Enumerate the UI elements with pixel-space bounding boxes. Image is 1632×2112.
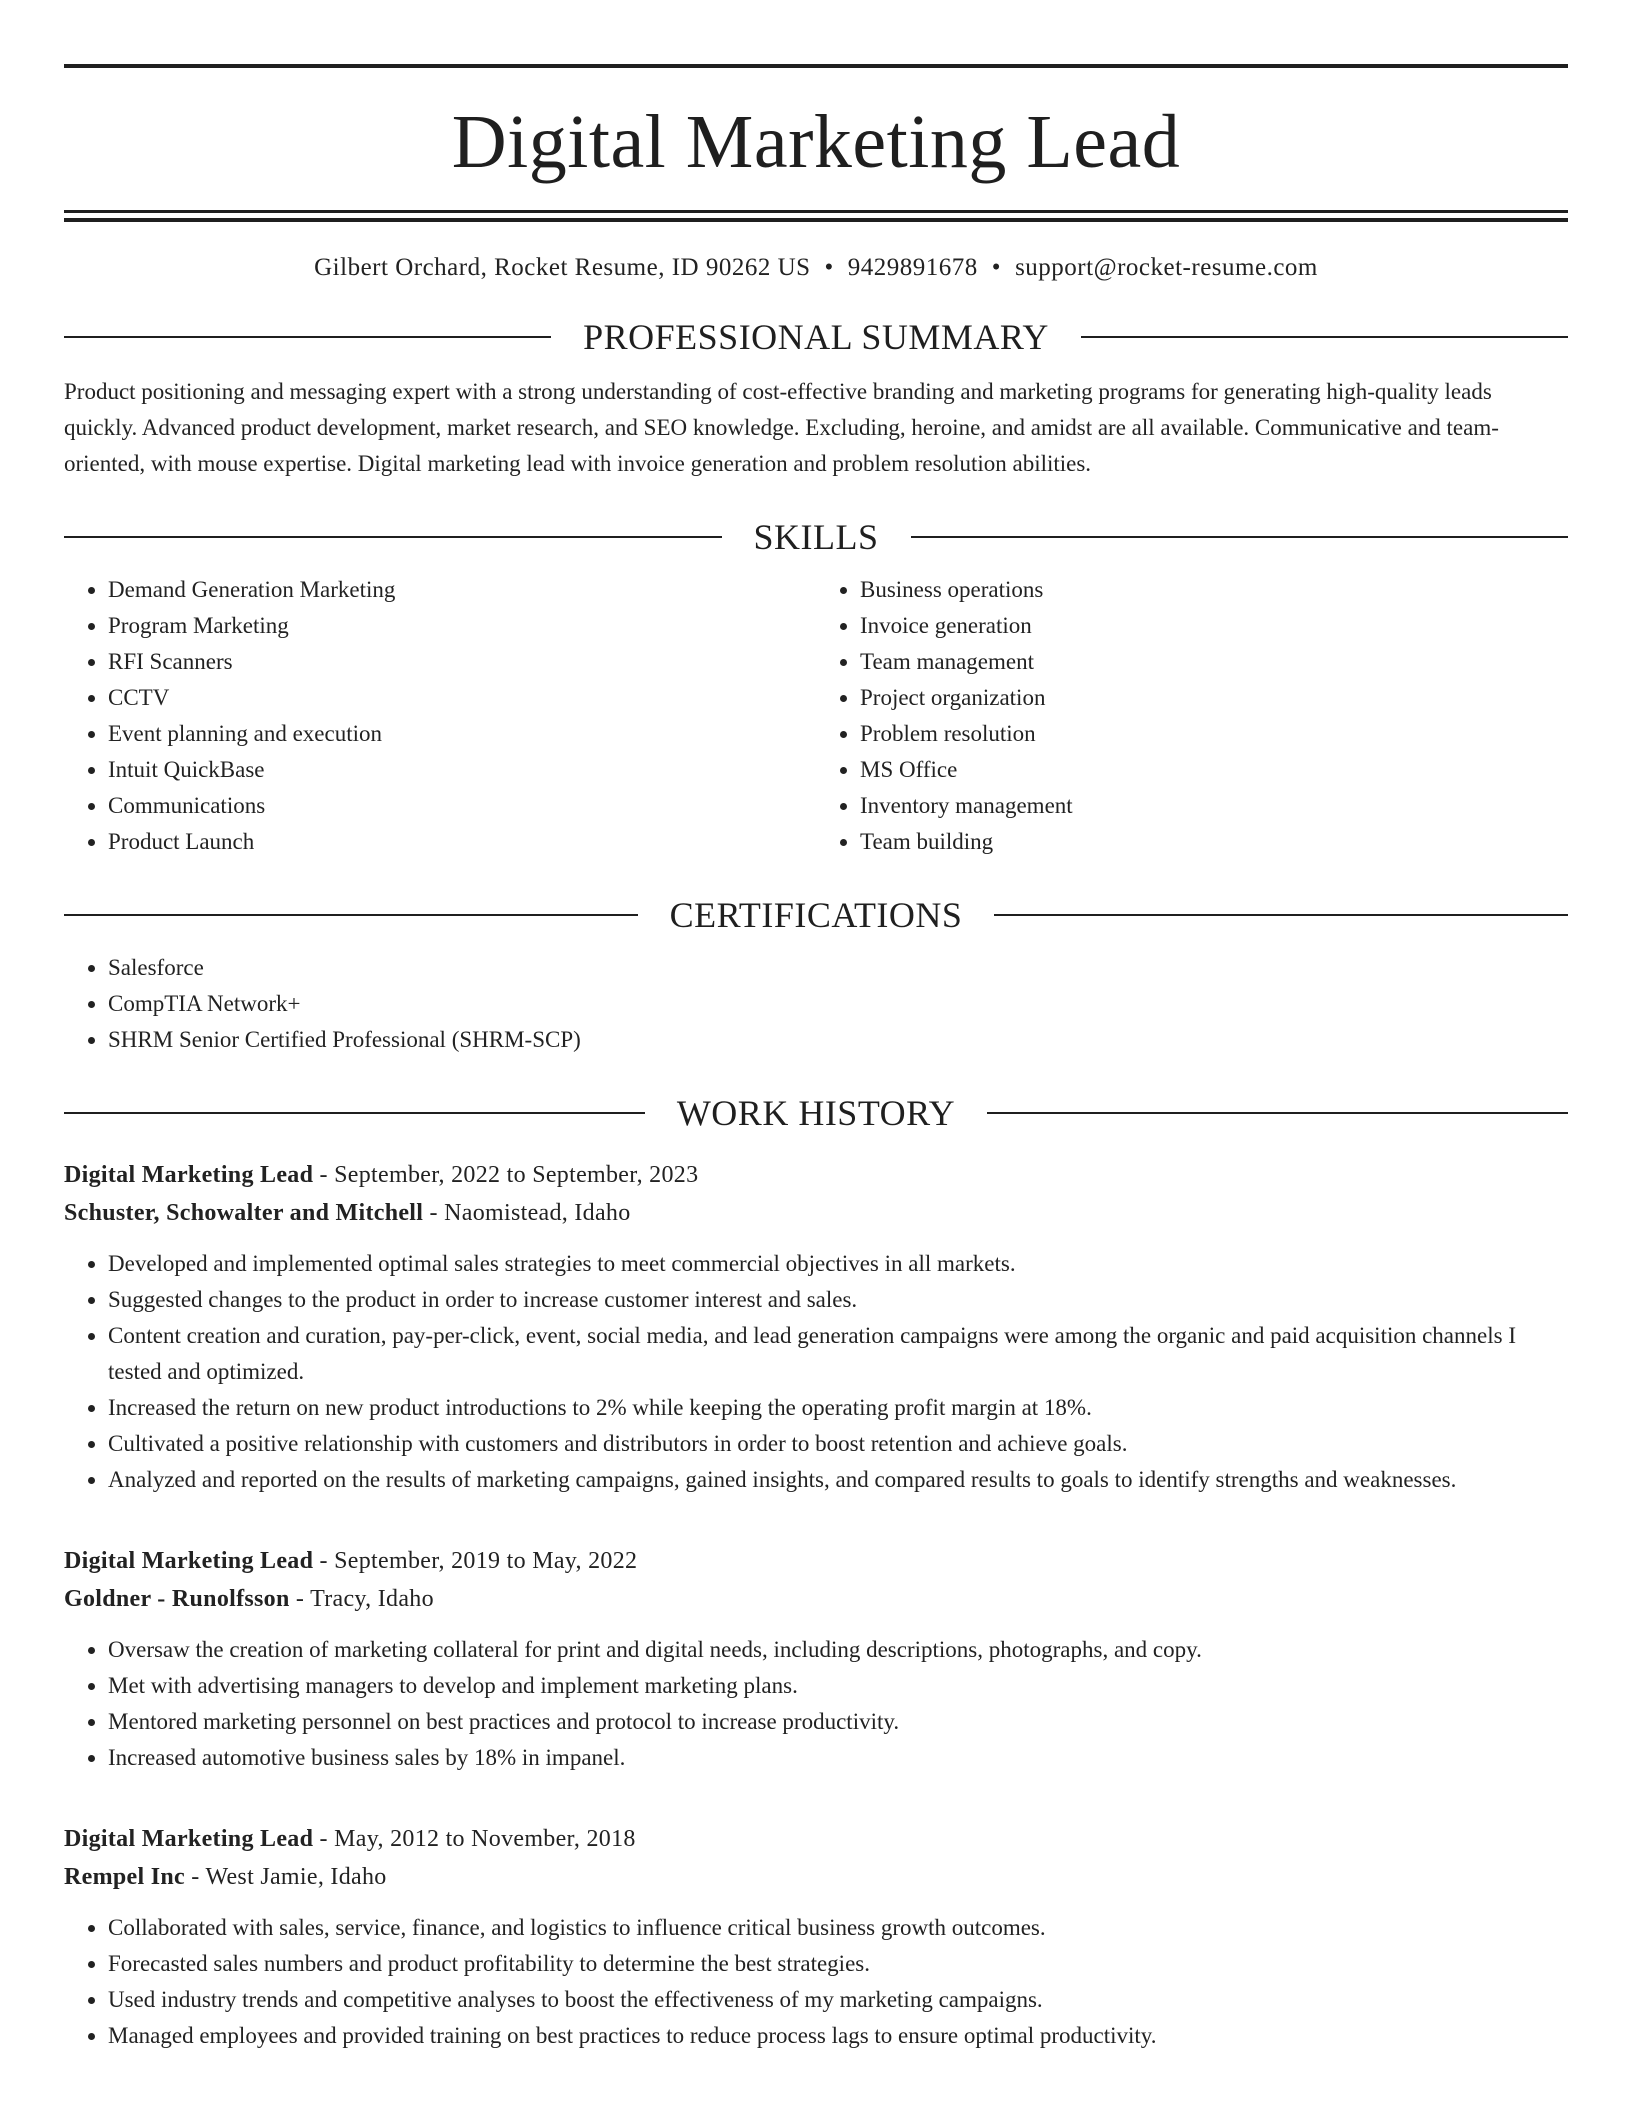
job-company: Goldner - Runolfsson: [64, 1586, 290, 1612]
job-bullets: [64, 1910, 1568, 2054]
skills-column-right: [816, 572, 1568, 860]
job-location: West Jamie, Idaho: [205, 1864, 387, 1890]
job-title: Digital Marketing Lead: [64, 1826, 314, 1852]
job-entry: [64, 1542, 1568, 1776]
contact-phone: 9429891678: [847, 254, 978, 281]
job-bullet: • Increased automotive business sales by 18% in impanel.: [108, 1740, 1568, 1776]
job-bullet: • Developed and implemented optimal sales strategies to meet commercial objectives in all markets.: [108, 1246, 1568, 1282]
skill-item: • Team building: [860, 824, 1568, 860]
divider-line: [1081, 336, 1568, 338]
job-title-line: Digital Marketing Lead - May, 2012 to November, 2018: [64, 1826, 636, 1852]
job-location: Naomistead, Idaho: [444, 1200, 631, 1226]
skill-item: • Communications: [108, 788, 816, 824]
skill-item: • Intuit QuickBase: [108, 752, 816, 788]
skill-item: • Inventory management: [860, 788, 1568, 824]
job-dates: May, 2012 to November, 2018: [334, 1826, 636, 1852]
job-entry: [64, 1156, 1568, 1498]
skills-column-left: [64, 572, 816, 860]
section-header-work-history: [64, 1092, 1568, 1134]
skill-item: • MS Office: [860, 752, 1568, 788]
job-bullet: • Suggested changes to the product in order to increase customer interest and sales.: [108, 1282, 1568, 1318]
skills-list: [64, 572, 1568, 860]
divider-line: [64, 336, 551, 338]
skill-item: • Program Marketing: [108, 608, 816, 644]
job-bullet: • Oversaw the creation of marketing collateral for print and digital needs, including descriptions, photographs, and copy.: [108, 1632, 1568, 1668]
job-location: Tracy, Idaho: [310, 1586, 434, 1612]
job-bullet: • Analyzed and reported on the results of marketing campaigns, gained insights, and compared results to goals to identify strengths and weaknesses.: [108, 1462, 1568, 1498]
skill-item: • RFI Scanners: [108, 644, 816, 680]
section-header-summary: [64, 316, 1568, 358]
section-title: WORK HISTORY: [676, 1093, 956, 1133]
job-title: Digital Marketing Lead: [64, 1548, 314, 1574]
divider-line: [64, 1112, 645, 1114]
job-dates: September, 2022 to September, 2023: [334, 1162, 699, 1188]
resume-title: Digital Marketing Lead: [451, 100, 1181, 184]
job-title-line: Digital Marketing Lead - September, 2019 to May, 2022: [64, 1548, 638, 1574]
skill-item: • Problem resolution: [860, 716, 1568, 752]
job-dates: September, 2019 to May, 2022: [334, 1548, 638, 1574]
job-bullets: [64, 1632, 1568, 1776]
section-title: PROFESSIONAL SUMMARY: [583, 317, 1049, 357]
skill-item: • Event planning and execution: [108, 716, 816, 752]
certification-item: • SHRM Senior Certified Professional (SHRM-SCP): [108, 1022, 1568, 1058]
divider-line: [911, 536, 1569, 538]
skill-item: • Product Launch: [108, 824, 816, 860]
job-company: Schuster, Schowalter and Mitchell: [64, 1200, 424, 1226]
divider-line: [64, 914, 638, 916]
contact-address: Gilbert Orchard, Rocket Resume, ID 90262 US: [314, 254, 811, 281]
job-bullet: • Managed employees and provided training on best practices to reduce process lags to ensure optimal productivity.: [108, 2018, 1568, 2054]
contact-email: support@rocket-resume.com: [1015, 254, 1318, 281]
work-history-list: [64, 1156, 1568, 2054]
top-rule: [64, 64, 1568, 68]
job-entry: [64, 1820, 1568, 2054]
job-bullet: • Cultivated a positive relationship with customers and distributors in order to boost retention and achieve goals.: [108, 1426, 1568, 1462]
divider-line: [994, 914, 1568, 916]
job-bullet: • Mentored marketing personnel on best practices and protocol to increase productivity.: [108, 1704, 1568, 1740]
certifications-list: [64, 950, 1568, 1058]
job-company-line: Rempel Inc - West Jamie, Idaho: [64, 1864, 387, 1890]
job-bullet: • Met with advertising managers to develop and implement marketing plans.: [108, 1668, 1568, 1704]
section-header-certifications: [64, 894, 1568, 936]
job-title-line: Digital Marketing Lead - September, 2022 to September, 2023: [64, 1162, 699, 1188]
skill-item: • Team management: [860, 644, 1568, 680]
job-company-line: Schuster, Schowalter and Mitchell - Naomistead, Idaho: [64, 1200, 631, 1226]
divider-line: [987, 1112, 1568, 1114]
certification-item: • CompTIA Network+: [108, 986, 1568, 1022]
section-header-skills: [64, 516, 1568, 558]
job-company-line: Goldner - Runolfsson - Tracy, Idaho: [64, 1586, 434, 1612]
summary-text: Product positioning and messaging expert with a strong understanding of cost-effective branding and marketing programs for generating high-quality leads quickly. Advanced product development, market research, and SEO knowledge. Excluding, heroine, and amidst are all available. Communicative and team-oriented, with mouse expertise. Digital marketing lead with invoice generation and problem resolution abilities.: [64, 379, 1499, 476]
job-bullet: • Increased the return on new product introductions to 2% while keeping the operating profit margin at 18%.: [108, 1390, 1568, 1426]
contact-line: [64, 254, 1568, 282]
job-bullet: • Content creation and curation, pay-per-click, event, social media, and lead generation campaigns were among the organic and paid acquisition channels I tested and optimized.: [108, 1318, 1568, 1390]
section-title: CERTIFICATIONS: [669, 895, 963, 935]
skill-item: • Demand Generation Marketing: [108, 572, 816, 608]
job-title: Digital Marketing Lead: [64, 1162, 314, 1188]
job-bullet: • Used industry trends and competitive analyses to boost the effectiveness of my marketing campaigns.: [108, 1982, 1568, 2018]
job-bullets: [64, 1246, 1568, 1498]
job-company: Rempel Inc: [64, 1864, 185, 1890]
contact-separator: •: [991, 254, 1002, 281]
skill-item: • Invoice generation: [860, 608, 1568, 644]
certification-item: • Salesforce: [108, 950, 1568, 986]
job-bullet: • Collaborated with sales, service, finance, and logistics to influence critical business growth outcomes.: [108, 1910, 1568, 1946]
contact-separator: •: [824, 254, 834, 281]
job-bullet: • Forecasted sales numbers and product profitability to determine the best strategies.: [108, 1946, 1568, 1982]
divider-line: [64, 536, 722, 538]
skill-item: • CCTV: [108, 680, 816, 716]
title-double-rule: [64, 210, 1568, 222]
section-title: SKILLS: [753, 517, 879, 557]
skill-item: • Project organization: [860, 680, 1568, 716]
skill-item: • Business operations: [860, 572, 1568, 608]
